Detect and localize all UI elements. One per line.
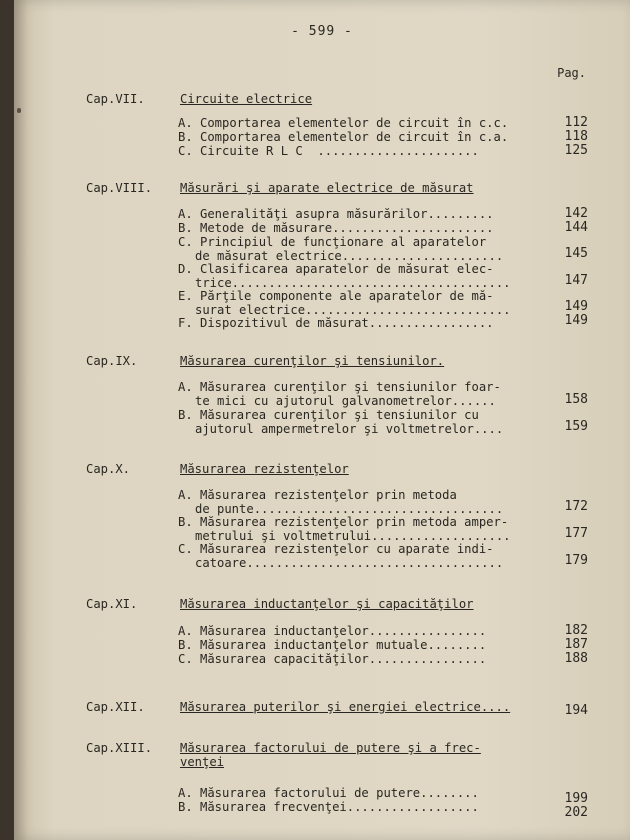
toc-entry: B. Măsurarea frecvenţei.................. [178,800,479,814]
chapter-label: Cap.VII. [86,92,145,106]
toc-entry: C. Principiul de funcţionare al aparatelor [178,235,487,249]
toc-page-number: 199 [564,791,588,806]
chapter-title: Măsurarea rezistenţelor [180,462,349,476]
toc-entry: C. Măsurarea capacităţilor................ [178,652,487,666]
toc-page-number: 194 [564,703,588,718]
toc-page-number: 182 [564,623,588,638]
toc-page-number: 144 [564,220,588,235]
toc-entry-continuation: surat electrice............................ [195,303,511,317]
toc-entry-continuation: catoare................................... [195,556,504,570]
toc-page-number: 202 [564,805,588,820]
chapter-label: Cap.XII. [86,700,145,714]
toc-entry-continuation: de punte.................................. [195,502,504,516]
chapter-title: Măsurarea factorului de putere şi a frec- [180,741,481,755]
page-column-header: Pag. [557,66,586,80]
toc-entry: B. Măsurarea curenţilor şi tensiunilor cu [178,408,479,422]
toc-entry: B. Comportarea elementelor de circuit în c.a. [178,130,509,144]
toc-page-number: 118 [564,129,588,144]
toc-entry-continuation: trice...................................... [195,276,511,290]
toc-entry: A. Măsurarea inductanţelor................ [178,624,487,638]
toc-entry: C. Circuite R L C ...................... [178,144,479,158]
toc-entry: A. Comportarea elementelor de circuit în c.c. [178,116,509,130]
toc-page-number: 142 [564,206,588,221]
chapter-label: Cap.XI. [86,597,138,611]
toc-entry-continuation: te mici cu ajutorul galvanometrelor...... [195,394,496,408]
toc-page-number: 172 [564,499,588,514]
toc-page-number: 149 [564,299,588,314]
toc-entry-continuation: metrului şi voltmetrului................... [195,529,511,543]
chapter-title: Măsurarea inductanţelor şi capacităţilor [180,597,474,611]
chapter-title: Circuite electrice [180,92,313,106]
toc-page-number: 147 [564,273,588,288]
toc-entry: A. Măsurarea curenţilor şi tensiunilor foar- [178,380,501,394]
toc-entry: A. Măsurarea factorului de putere........ [178,786,479,800]
toc-entry: B. Măsurarea inductanţelor mutuale........ [178,638,487,652]
toc-page-number: 125 [564,143,588,158]
toc-page-number: 177 [564,526,588,541]
chapter-title-continuation: venţei [180,755,225,769]
toc-page-number: 145 [564,246,588,261]
page-number: - 599 - [291,24,353,39]
chapter-label: Cap.VIII. [86,181,153,195]
toc-entry: B. Măsurarea rezistenţelor prin metoda amper- [178,515,509,529]
toc-entry: A. Măsurarea rezistenţelor prin metoda [178,488,457,502]
toc-page-number: 112 [564,115,588,130]
chapter-label: Cap.IX. [86,354,138,368]
toc-entry-continuation: de măsurat electrice...................... [195,249,504,263]
toc-entry: D. Clasificarea aparatelor de măsurat elec- [178,262,494,276]
toc-entry: F. Dispozitivul de măsurat................. [178,316,494,330]
toc-entry: A. Generalităţi asupra măsurărilor......... [178,207,494,221]
toc-entry: C. Măsurarea rezistenţelor cu aparate indi- [178,542,494,556]
chapter-title: Măsurarea curenţilor şi tensiunilor. [180,354,445,368]
margin-mark [17,108,21,113]
chapter-title: Măsurări şi aparate electrice de măsurat [180,181,474,195]
toc-page-number: 158 [564,392,588,407]
toc-page-number: 187 [564,637,588,652]
chapter-label: Cap.X. [86,462,131,476]
toc-page-number: 179 [564,553,588,568]
chapter-label: Cap.XIII. [86,741,153,755]
toc-entry-continuation: ajutorul ampermetrelor şi voltmetrelor.... [195,422,504,436]
toc-page-number: 188 [564,651,588,666]
toc-entry: B. Metode de măsurare...................... [178,221,494,235]
toc-page-number: 149 [564,313,588,328]
toc-page-number: 159 [564,419,588,434]
document-page [14,0,630,840]
chapter-title: Măsurarea puterilor şi energiei electrice.... [180,700,511,714]
toc-entry: E. Părţile componente ale aparatelor de mă- [178,289,494,303]
